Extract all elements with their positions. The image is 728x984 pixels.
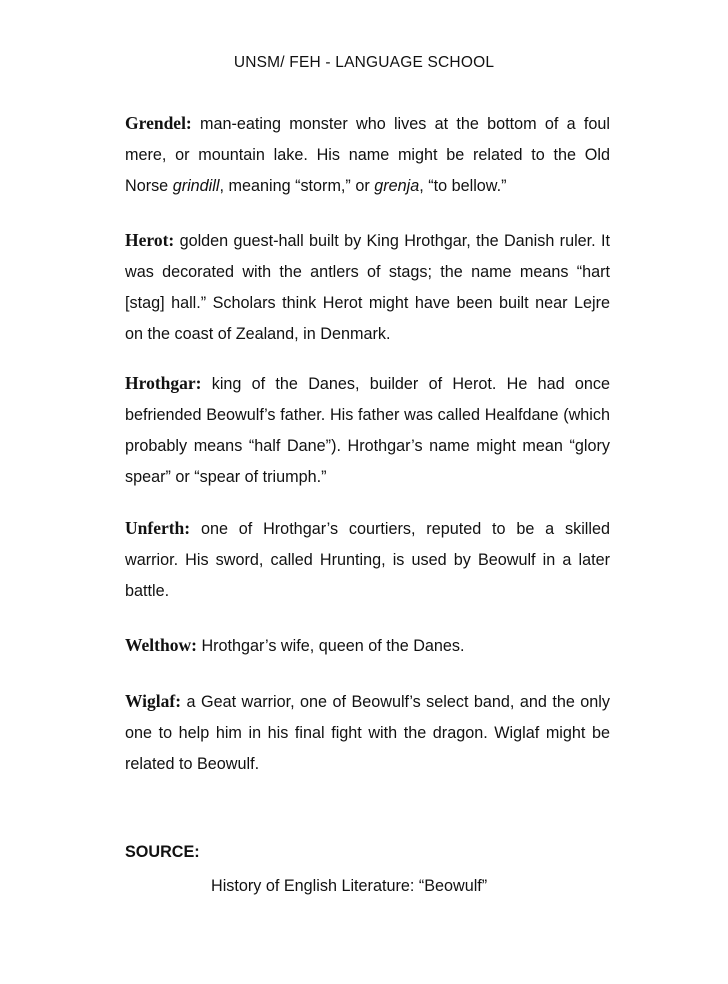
- page-header: UNSM/ FEH - LANGUAGE SCHOOL: [233, 54, 495, 71]
- entry-herot: [125, 225, 610, 350]
- source-label: SOURCE:: [125, 843, 200, 861]
- entry-term: Grendel:: [125, 113, 192, 133]
- entry-definition: , “to bellow.”: [419, 177, 507, 195]
- entry-term: Welthow:: [125, 635, 197, 655]
- entry-definition: Hrothgar’s wife, queen of the Danes.: [196, 637, 465, 655]
- entry-wiglaf: [125, 686, 610, 780]
- entry-italic-word: grindill: [172, 177, 220, 195]
- entry-definition: golden guest-hall built by King Hrothgar, the Danish ruler. It was decorated with the antlers of stags; the name means “hart [stag] hall.” Scholars think Herot might have been built near Lejre on the coast of Zealand, in Denmark.: [125, 232, 610, 343]
- entry-definition: a Geat warrior, one of Beowulf’s select band, and the only one to help him in his final fight with the dragon. Wiglaf might be related to Beowulf.: [125, 693, 610, 773]
- entry-unferth: [125, 513, 610, 607]
- entry-term: Herot:: [125, 230, 175, 250]
- entry-welthow: [125, 630, 610, 662]
- entry-term: Hrothgar:: [125, 373, 202, 393]
- entry-definition: , meaning “storm,” or: [219, 177, 375, 195]
- entry-definition: king of the Danes, builder of Herot. He had once befriended Beowulf’s father. His father was called Healfdane (which probably means “half Dane”). Hrothgar’s name might mean “glory spear” or “spear of triumph.”: [125, 375, 610, 486]
- entry-italic-word: grenja: [374, 177, 420, 195]
- source-citation: History of English Literature: “Beowulf”: [211, 877, 488, 895]
- entry-term: Wiglaf:: [125, 691, 182, 711]
- entry-term: Unferth:: [125, 518, 191, 538]
- entry-grendel: [125, 108, 610, 202]
- entry-definition: one of Hrothgar’s courtiers, reputed to be a skilled warrior. His sword, called Hrunting, is used by Beowulf in a later battle.: [125, 520, 610, 600]
- entry-hrothgar: [125, 368, 610, 493]
- entry-definition: man-eating monster who lives at the bottom of a foul mere, or mountain lake. His name might be related to the Old Norse: [125, 115, 610, 195]
